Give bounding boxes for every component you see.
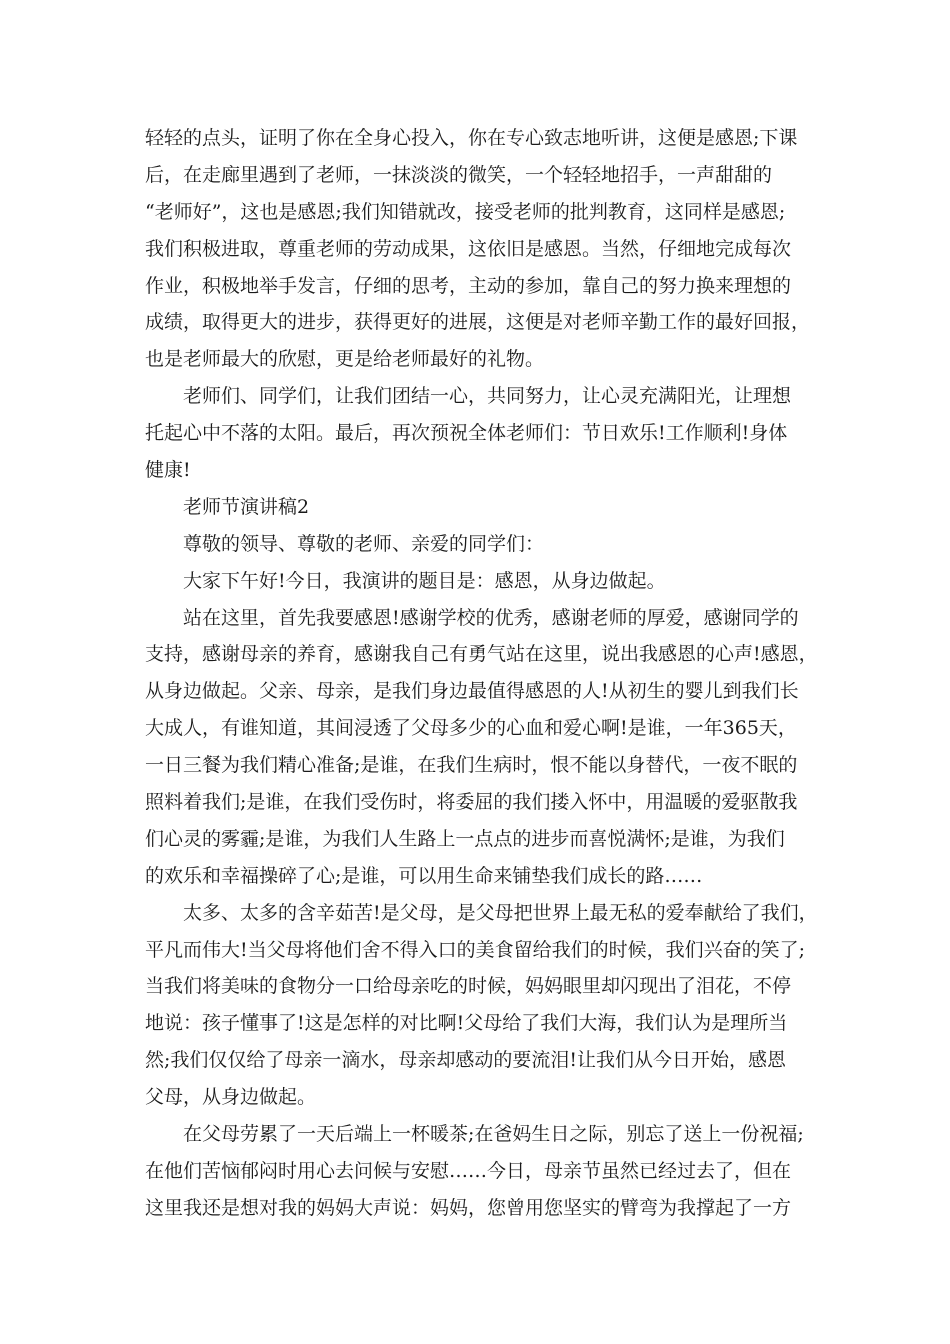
text-line: 的欢乐和幸福操碎了心;是谁，可以用生命来铺垫我们成长的路…… bbox=[145, 864, 703, 887]
document-body bbox=[145, 120, 818, 1227]
text-line: 也是老师最大的欣慰，更是给老师最好的礼物。 bbox=[145, 348, 545, 371]
text-line: 健康! bbox=[145, 459, 191, 482]
text-line: 太多、太多的含辛茹苦!是父母，是父母把世界上最无私的爱奉献给了我们， bbox=[183, 901, 818, 924]
text-line: 尊敬的领导、尊敬的老师、亲爱的同学们： bbox=[183, 532, 545, 555]
text-line: 轻轻的点头，证明了你在全身心投入，你在专心致志地听讲，这便是感恩;下课 bbox=[145, 127, 798, 149]
text-line: 老师们、同学们，让我们团结一心，共同努力，让心灵充满阳光，让理想 bbox=[183, 385, 792, 408]
text-line: 然;我们仅仅给了母亲一滴水，母亲却感动的要流泪!让我们从今日开始，感恩 bbox=[145, 1049, 787, 1072]
text-line: 父母，从身边做起。 bbox=[145, 1086, 317, 1109]
text-line: 在父母劳累了一天后端上一杯暖茶;在爸妈生日之际，别忘了送上一份祝福; bbox=[183, 1123, 804, 1146]
text-line: 在他们苦恼郁闷时用心去问候与安慰……今日，母亲节虽然已经过去了，但在 bbox=[145, 1159, 792, 1182]
text-line: 老师节演讲稿2 bbox=[183, 495, 310, 518]
text-line: 大家下午好!今日，我演讲的题目是：感恩，从身边做起。 bbox=[183, 569, 666, 592]
text-line: “老师好”，这也是感恩;我们知错就改，接受老师的批判教育，这同样是感恩; bbox=[145, 200, 786, 223]
text-line: 从身边做起。父亲、母亲，是我们身边最值得感恩的人!从初生的婴儿到我们长 bbox=[145, 680, 799, 703]
text-line: 地说：孩子懂事了!这是怎样的对比啊!父母给了我们大海，我们认为是理所当 bbox=[145, 1012, 788, 1035]
text-line: 照料着我们;是谁，在我们受伤时，将委屈的我们搂入怀中，用温暖的爱驱散我 bbox=[145, 791, 798, 814]
text-line: 支持，感谢母亲的养育，感谢我自己有勇气站在这里，说出我感恩的心声!感恩， bbox=[145, 643, 818, 666]
text-line: 们心灵的雾霾;是谁，为我们人生路上一点点的进步而喜悦满怀;是谁，为我们 bbox=[145, 827, 785, 850]
text-line: 我们积极进取，尊重老师的劳动成果，这依旧是感恩。当然，仔细地完成每次 bbox=[145, 237, 792, 260]
text-line: 这里我还是想对我的妈妈大声说：妈妈，您曾用您坚实的臂弯为我撑起了一方 bbox=[145, 1196, 792, 1219]
text-line: 成绩，取得更大的进步，获得更好的进展，这便是对老师辛勤工作的最好回报， bbox=[145, 311, 811, 334]
text-line: 一日三餐为我们精心准备;是谁，在我们生病时，恨不能以身替代，一夜不眠的 bbox=[145, 754, 798, 777]
text-line: 大成人，有谁知道，其间浸透了父母多少的心血和爱心啊!是谁，一年365天， bbox=[145, 717, 797, 740]
text-line: 作业，积极地举手发言，仔细的思考，主动的参加，靠自己的努力换来理想的 bbox=[145, 274, 792, 297]
text-line: 平凡而伟大!当父母将他们舍不得入口的美食留给我们的时候，我们兴奋的笑了; bbox=[145, 938, 806, 961]
text-line: 后，在走廊里遇到了老师，一抹淡淡的微笑，一个轻轻地招手，一声甜甜的 bbox=[145, 163, 773, 186]
text-line: 托起心中不落的太阳。最后，再次预祝全体老师们：节日欢乐!工作顺利!身体 bbox=[145, 422, 788, 445]
text-line: 站在这里，首先我要感恩!感谢学校的优秀，感谢老师的厚爱，感谢同学的 bbox=[183, 606, 799, 629]
text-line: 当我们将美味的食物分一口给母亲吃的时候，妈妈眼里却闪现出了泪花，不停 bbox=[145, 975, 792, 998]
